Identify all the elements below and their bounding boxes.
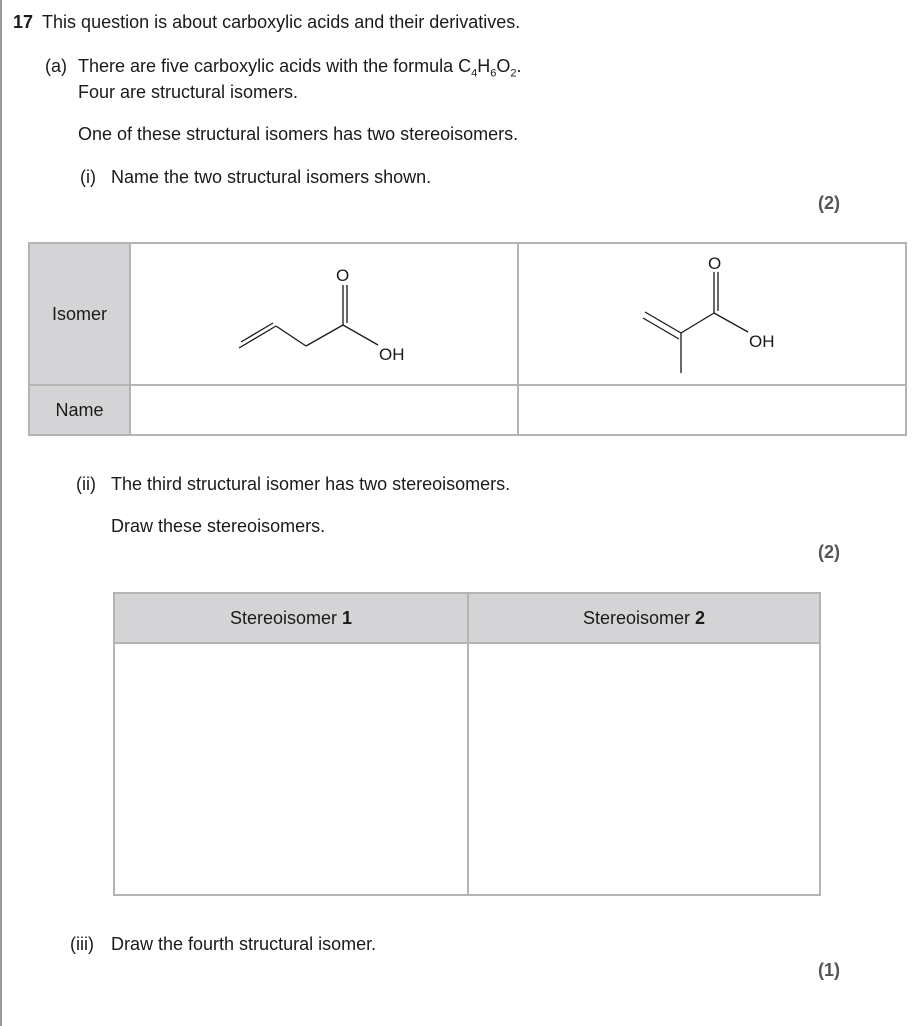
- header-stereoisomer-2: [467, 592, 821, 644]
- formula-end: .: [516, 56, 522, 76]
- formula-h: H: [477, 56, 491, 76]
- part-i-text: Name the two structural isomers shown.: [111, 167, 432, 187]
- header-stereoisomer-1: [113, 592, 469, 644]
- row-header-name: Name: [28, 384, 131, 436]
- header-text: Stereoisomer: [229, 607, 343, 628]
- part-a-label: (a): [45, 56, 67, 76]
- header-number: 2: [695, 607, 706, 628]
- row-header-isomer: Isomer: [28, 242, 131, 386]
- question-heading: [13, 12, 520, 33]
- isomer-structure-1: [129, 242, 519, 386]
- stereoisomer-2-drawing-area[interactable]: [467, 642, 821, 896]
- oxygen-label: O: [708, 254, 722, 273]
- subscript-o: 2: [510, 67, 517, 80]
- part-a-line2: Four are structural isomers.: [78, 82, 299, 102]
- part-i-label: (i): [80, 167, 96, 187]
- name-answer-1[interactable]: [129, 384, 519, 436]
- page-border: [0, 0, 2, 1026]
- part-ii-marks: (2): [818, 542, 840, 562]
- hydroxyl-label: OH: [749, 332, 775, 351]
- part-ii-label: (ii): [76, 474, 96, 494]
- oxygen-label: O: [336, 266, 350, 285]
- hydroxyl-label: OH: [379, 345, 405, 364]
- line1-text: There are five carboxylic acids with the formula C: [78, 56, 472, 76]
- isomer-structure-2: [517, 242, 907, 386]
- header-number: 1: [342, 607, 353, 628]
- part-ii-text: The third structural isomer has two stereoisomers.: [111, 474, 511, 494]
- stereoisomer-1-drawing-area[interactable]: [113, 642, 469, 896]
- question-number: 17: [13, 12, 34, 32]
- part-iii-text: Draw the fourth structural isomer.: [111, 934, 377, 954]
- part-ii-instruction: Draw these stereoisomers.: [111, 516, 326, 536]
- part-a-line3: One of these structural isomers has two stereoisomers.: [78, 124, 519, 144]
- question-intro: This question is about carboxylic acids and their derivatives.: [42, 12, 521, 32]
- but-3-enoic-acid-structure: [131, 244, 517, 384]
- part-i-marks: (2): [818, 193, 840, 213]
- subscript-c: 4: [471, 67, 478, 80]
- part-iii-label: (iii): [70, 934, 94, 954]
- header-text: Stereoisomer: [582, 607, 696, 628]
- formula-o: O: [496, 56, 511, 76]
- name-answer-2[interactable]: [517, 384, 907, 436]
- subscript-h: 6: [490, 67, 497, 80]
- part-a-line1: [78, 56, 522, 80]
- methacrylic-acid-structure: [519, 244, 905, 384]
- part-iii-marks: (1): [818, 960, 840, 980]
